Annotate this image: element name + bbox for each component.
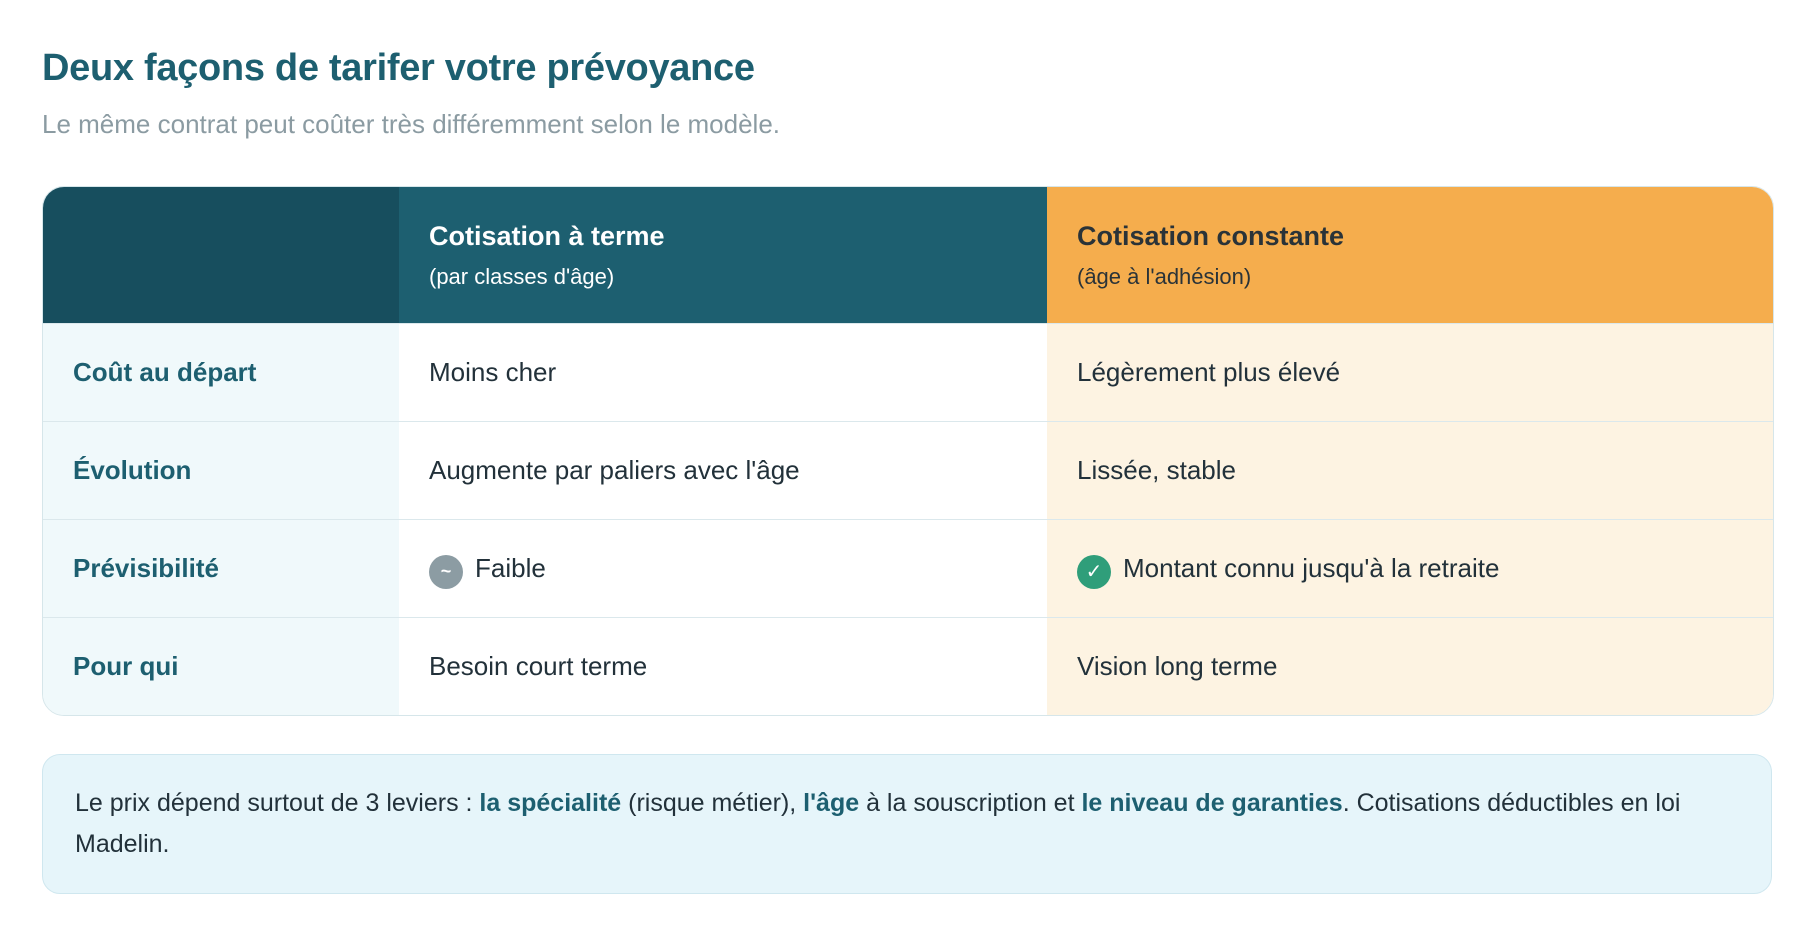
header-cotisation-constante <box>1047 187 1773 323</box>
page-title: Deux façons de tarifer votre prévoyance <box>42 47 755 89</box>
header-empty-cell <box>43 187 399 323</box>
cell-terme: Moins cher <box>399 324 1047 421</box>
cell-constante <box>1047 520 1773 617</box>
cell-terme: Besoin court terme <box>399 618 1047 715</box>
neutral-tilde-icon: ~ <box>429 555 463 589</box>
page-subtitle: Le même contrat peut coûter très différemment selon le modèle. <box>42 109 781 139</box>
table-row-cout-depart <box>43 323 1773 421</box>
note-text: à la souscription et <box>859 789 1082 817</box>
cell-terme-text: Faible <box>475 553 546 583</box>
note-bold-age: l'âge <box>803 789 860 817</box>
header-title: Cotisation constante <box>1077 221 1345 251</box>
note-bold-garanties: le niveau de garanties <box>1081 789 1343 817</box>
info-note <box>42 754 1772 894</box>
header-title: Cotisation à terme <box>429 221 665 251</box>
header-subtitle: (âge à l'adhésion) <box>1077 264 1252 289</box>
cell-constante: Lissée, stable <box>1047 422 1773 519</box>
note-text: Le prix dépend surtout de 3 leviers : <box>75 789 480 817</box>
note-text: . Cotisations déductibles en loi Madelin. <box>75 789 1681 858</box>
table-header-row <box>43 187 1773 323</box>
row-label: Évolution <box>43 422 399 519</box>
table-row-evolution <box>43 421 1773 519</box>
cell-constante-text: Montant connu jusqu'à la retraite <box>1123 553 1500 583</box>
row-label: Coût au départ <box>43 324 399 421</box>
note-text: (risque métier), <box>621 789 804 817</box>
header-subtitle: (par classes d'âge) <box>429 264 615 289</box>
cell-constante: Vision long terme <box>1047 618 1773 715</box>
check-icon: ✓ <box>1077 555 1111 589</box>
table-row-pour-qui <box>43 617 1773 715</box>
note-bold-specialite: la spécialité <box>479 789 622 817</box>
cell-terme <box>399 520 1047 617</box>
cell-terme: Augmente par paliers avec l'âge <box>399 422 1047 519</box>
header-cotisation-terme <box>399 187 1047 323</box>
comparison-table <box>42 186 1774 716</box>
row-label: Prévisibilité <box>43 520 399 617</box>
cell-constante: Légèrement plus élevé <box>1047 324 1773 421</box>
row-label: Pour qui <box>43 618 399 715</box>
page-content <box>42 40 1772 894</box>
table-row-previsibilite <box>43 519 1773 617</box>
